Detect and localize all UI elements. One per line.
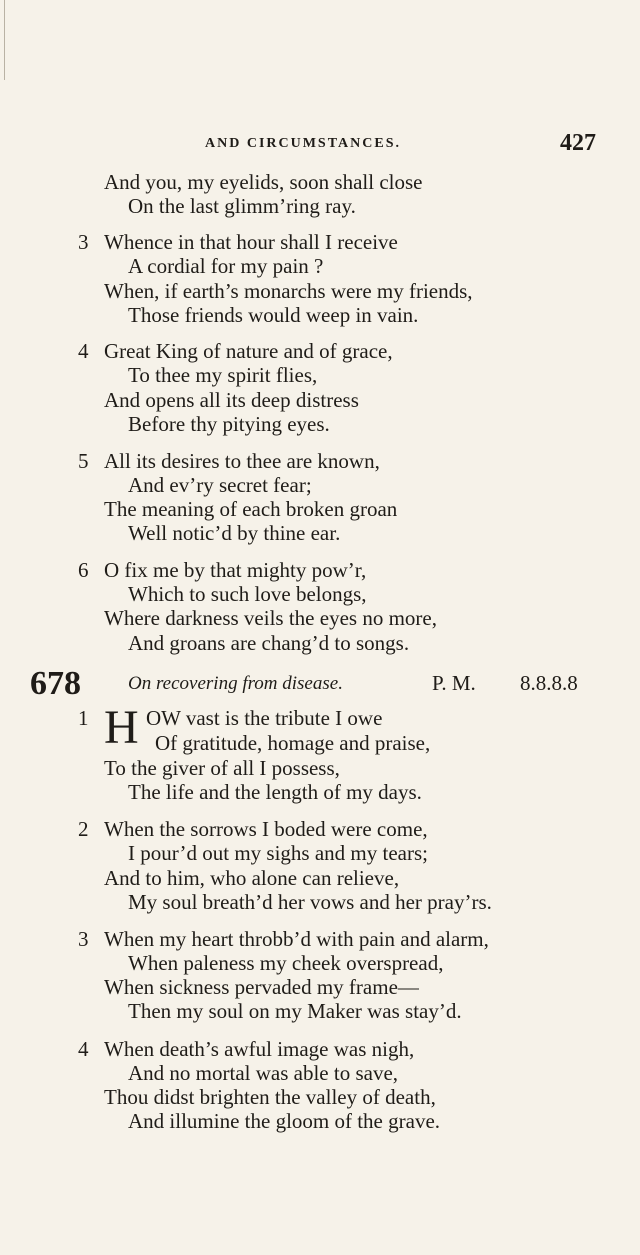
page-edge-line <box>4 0 5 80</box>
stanza-number: 6 <box>78 558 89 582</box>
stanza-number: 5 <box>78 449 89 473</box>
verse-line: Before thy pitying eyes. <box>128 412 330 436</box>
verse-line: I pour’d out my sighs and my tears; <box>128 841 428 865</box>
verse-line: And groans are chang’d to songs. <box>128 631 410 655</box>
verse-line: To the giver of all I possess, <box>104 756 340 780</box>
verse-line: When sickness pervaded my frame— <box>104 975 419 999</box>
hymn-meter-label: P. M. <box>432 671 476 695</box>
verse-line: Whence in that hour shall I receive <box>104 230 398 254</box>
stanza-number: 3 <box>78 230 89 254</box>
verse-line: When death’s awful image was nigh, <box>104 1037 415 1061</box>
stanza-number: 3 <box>78 927 89 951</box>
verse-line: OW vast is the tribute I owe <box>146 706 383 730</box>
verse-line: And opens all its deep distress <box>104 388 359 412</box>
page-number: 427 <box>560 130 596 156</box>
hymn-meter: 8.8.8.8 <box>520 671 578 695</box>
drop-cap: H <box>104 701 139 754</box>
verse-line: A cordial for my pain ? <box>128 254 324 278</box>
verse-line: On the last glimm’ring ray. <box>128 194 356 218</box>
verse-line: When the sorrows I boded were come, <box>104 817 428 841</box>
verse-line: My soul breath’d her vows and her pray’rs. <box>128 890 492 914</box>
verse-line: All its desires to thee are known, <box>104 449 380 473</box>
stanza-number: 2 <box>78 817 89 841</box>
hymn-heading <box>0 666 640 702</box>
hymn-number: 678 <box>30 665 81 702</box>
verse-line: O fix me by that mighty pow’r, <box>104 558 367 582</box>
verse-line: Then my soul on my Maker was stay’d. <box>128 999 462 1023</box>
stanza-number: 1 <box>78 706 89 730</box>
stanza-number: 4 <box>78 339 89 363</box>
stanza-number: 4 <box>78 1037 89 1061</box>
running-title: AND CIRCUMSTANCES. <box>205 136 401 151</box>
running-head <box>0 130 640 160</box>
verse-line: Great King of nature and of grace, <box>104 339 393 363</box>
verse-line: Thou didst brighten the valley of death, <box>104 1085 436 1109</box>
verse-line: The meaning of each broken groan <box>104 497 398 521</box>
verse-line: Well notic’d by thine ear. <box>128 521 341 545</box>
verse-line: The life and the length of my days. <box>128 780 422 804</box>
verse-line: Where darkness veils the eyes no more, <box>104 606 437 630</box>
verse-line: And you, my eyelids, soon shall close <box>104 170 423 194</box>
verse-line: Of gratitude, homage and praise, <box>155 731 431 755</box>
verse-line: And to him, who alone can relieve, <box>104 866 400 890</box>
verse-line: And no mortal was able to save, <box>128 1061 399 1085</box>
verse-line: When my heart throbb’d with pain and alarm, <box>104 927 489 951</box>
verse-line: When paleness my cheek overspread, <box>128 951 444 975</box>
verse-line: Which to such love belongs, <box>128 582 367 606</box>
verse-line: Those friends would weep in vain. <box>128 303 419 327</box>
verse-line: When, if earth’s monarchs were my friends, <box>104 279 473 303</box>
verse-line: To thee my spirit flies, <box>128 363 318 387</box>
verse-line: And illumine the gloom of the grave. <box>128 1109 441 1133</box>
verse-line: And ev’ry secret fear; <box>128 473 312 497</box>
hymn-subject: On recovering from disease. <box>128 673 343 694</box>
